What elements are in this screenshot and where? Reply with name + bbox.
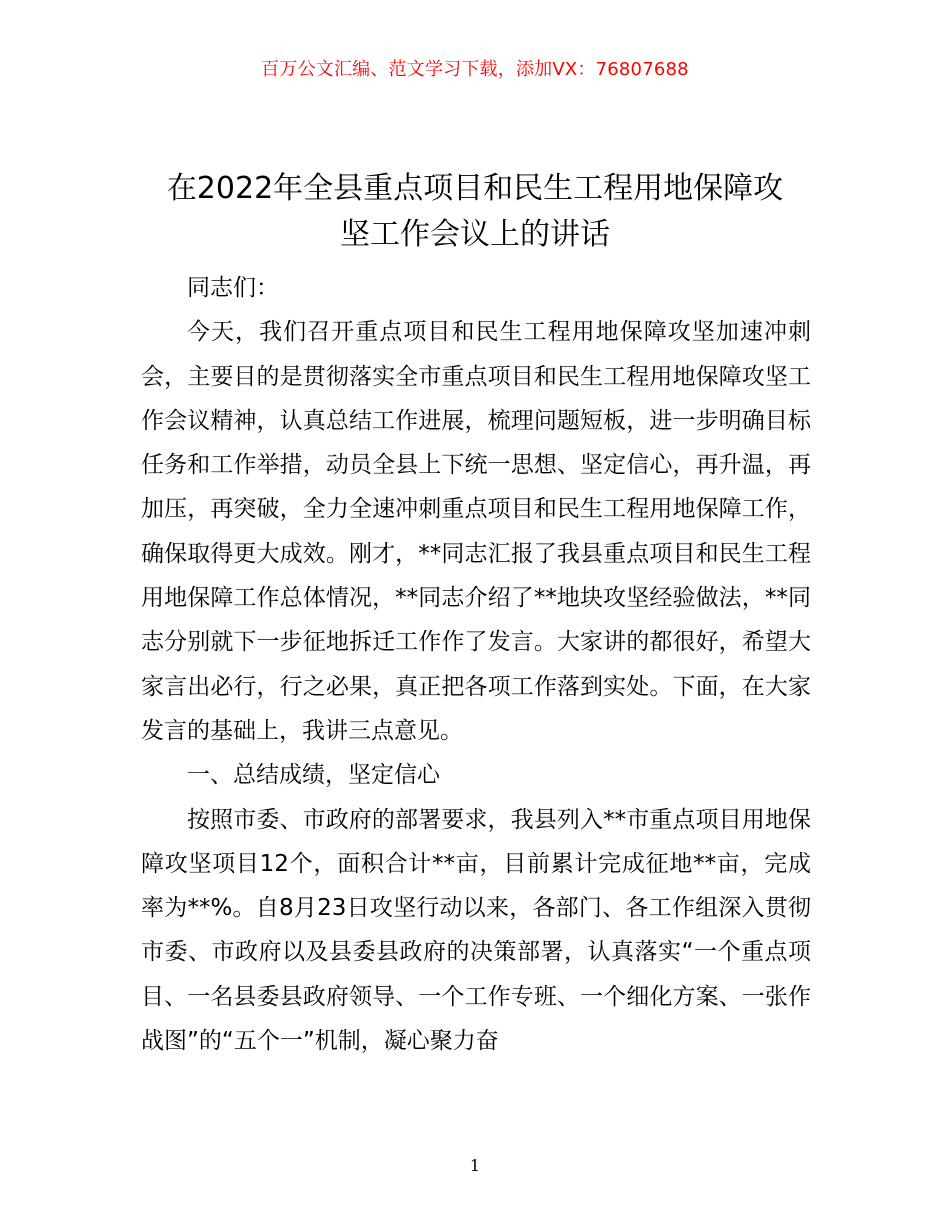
- title-line-2: 坚工作会议上的讲话: [340, 217, 610, 252]
- salutation: 同志们：: [187, 275, 279, 301]
- paragraph-section-1: 按照市委、市政府的部署要求，我县列入**市重点项目用地保障攻坚项目12个，面积合计**亩，目前累计完成征地**亩，完成率为**%。自8月23日攻坚行动以来，各部门、各工作组深入贯彻市委、市政府以及县委县政府的决策部署，认真落实“一个重点项目、一名县委县政府领导、一个工作专班、一个细化方案、一张作战图”的“五个一”机制，凝心聚力奋: [141, 806, 811, 1055]
- document-body: [141, 266, 811, 1063]
- section-heading-1: 一、总结成绩，坚定信心: [187, 762, 440, 789]
- document-title: [0, 166, 950, 258]
- page-number: 1: [469, 1156, 481, 1175]
- title-line-1: 在2022年全县重点项目和民生工程用地保障攻: [166, 171, 784, 206]
- watermark-banner: 百万公文汇编、范文学习下载，添加VX：76807688: [261, 59, 689, 80]
- paragraph-opening: 今天，我们召开重点项目和民生工程用地保障攻坚加速冲刺会，主要目的是贯彻落实全市重点项目和民生工程用地保障攻坚工作会议精神，认真总结工作进展，梳理问题短板，进一步明确目标任务和工作举措，动员全县上下统一思想、坚定信心，再升温，再加压，再突破，全力全速冲刺重点项目和民生工程用地保障工作，确保取得更大成效。刚才，**同志汇报了我县重点项目和民生工程用地保障工作总体情况，**同志介绍了**地块攻坚经验做法，**同志分别就下一步征地拆迁工作作了发言。大家讲的都很好，希望大家言出必行，行之必果，真正把各项工作落到实处。下面，在大家发言的基础上，我讲三点意见。: [141, 319, 811, 744]
